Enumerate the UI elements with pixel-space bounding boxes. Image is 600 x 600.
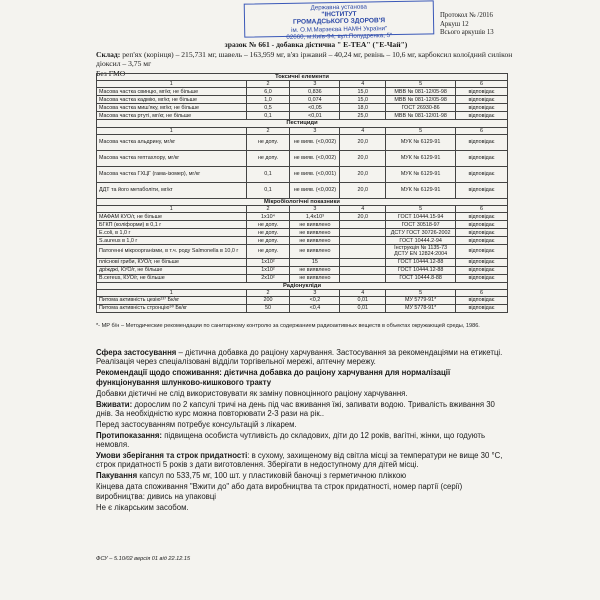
column-number: 6	[456, 289, 508, 296]
column-number: 5	[386, 289, 456, 296]
table-cell: МУК № 6129-91	[386, 166, 456, 182]
table-cell: відповідає	[456, 96, 508, 104]
column-number: 2	[246, 81, 290, 88]
column-number: 1	[97, 81, 247, 88]
table-cell: 0,1	[246, 112, 290, 120]
section-title: Пестициди	[97, 120, 508, 127]
column-number: 2	[246, 206, 290, 213]
institution-stamp	[244, 0, 435, 41]
table-cell: ГОСТ 10444.2-94	[386, 237, 456, 245]
table-cell: не виявлено	[290, 229, 340, 237]
stamp-line-1: Державна установа	[310, 3, 368, 12]
column-number: 1	[97, 289, 247, 296]
table-cell: відповідає	[456, 229, 508, 237]
column-number: 4	[340, 206, 386, 213]
table-cell: Масова частка миш'яку, мг/кг, не більше	[97, 104, 247, 112]
column-number: 2	[246, 289, 290, 296]
stamp-line-2: "ІНСТИТУТ	[321, 10, 357, 19]
composition	[96, 50, 516, 69]
table-cell: 15,0	[340, 96, 386, 104]
table-cell: ГОСТ 10444.8-88	[386, 274, 456, 282]
table-cell: <0,4	[290, 305, 340, 313]
packaging-label: Пакування	[96, 471, 138, 481]
table-cell: МУ 5778-91*	[386, 305, 456, 313]
table-cell: МУ 5779-91*	[386, 297, 456, 305]
storage-paragraph	[96, 451, 508, 470]
table-row	[97, 258, 508, 266]
table-cell: відповідає	[456, 245, 508, 258]
table-cell: 20,0	[340, 150, 386, 166]
table-cell: Масова частка ГХЦГ (гама-ізомер), мг/кг	[97, 166, 247, 182]
table-row	[97, 266, 508, 274]
column-number-row	[97, 289, 508, 296]
stamp-line-4: ім. О.М.Марзеєва НАМН України"	[290, 24, 388, 34]
table-cell: не виявлено	[290, 237, 340, 245]
table-cell: МУК № 6129-91	[386, 182, 456, 198]
product-description	[96, 348, 508, 514]
column-number: 2	[246, 127, 290, 134]
table-cell	[340, 245, 386, 258]
composition-text: реп'ях (корінця) – 215,731 мг, шавель – 163,959 мг, в'яз іржавий – 40,24 мг, ревінь – 10,6 мг, карбоксил колоїдний силікон діоксил – 3,75 мг	[96, 49, 513, 69]
section-title: Радіонукліди	[97, 282, 508, 289]
sheet-total: Всього аркушів 13	[440, 29, 494, 36]
table-cell: МВВ № 081-12/05-98	[386, 88, 456, 96]
table-cell: Масова частка гептахлору, мг/кг	[97, 150, 247, 166]
product-name: - добавка дієтична " Е-ТЕА" ("Е-Чай")	[269, 40, 408, 49]
table-cell: Питома активність цезію¹³⁷ Бк/кг	[97, 297, 247, 305]
table-cell: Масова частка свинцю, мг/кг, не більше	[97, 88, 247, 96]
column-number: 6	[456, 206, 508, 213]
table-row	[97, 104, 508, 112]
protocol-info	[440, 12, 494, 38]
table-cell: не виявлено	[290, 245, 340, 258]
table-cell: МВВ № 081-12/01-98	[386, 112, 456, 120]
table-cell: 20,0	[340, 134, 386, 150]
table-cell: E.coli, в 1,0 г	[97, 229, 247, 237]
radio-section	[97, 282, 508, 289]
column-number: 6	[456, 81, 508, 88]
protocol-number: Протокол № /2016	[440, 12, 493, 19]
table-cell: 0,01	[340, 297, 386, 305]
table-cell: S.aureus в 1,0 г	[97, 237, 247, 245]
warning-paragraph: Добавки дієтичні не слід використовувати як заміну повноцінного раціону харчування.	[96, 388, 408, 398]
table-cell: не допу.	[246, 229, 290, 237]
table-cell: відповідає	[456, 274, 508, 282]
table-cell: 1х10⁴	[246, 213, 290, 221]
column-number: 4	[340, 289, 386, 296]
section-title: Токсичні елементи	[97, 74, 508, 81]
usage-text: дорослим по 2 капсулі тричі на день під час вживання їжі, запивати водою. Тривалість вживання 30 днів. За необхідністю курс можна повторювати 2-3 рази на рік..	[96, 399, 495, 418]
column-number-row	[97, 127, 508, 134]
table-cell: не допу.	[246, 237, 290, 245]
table-cell: не вияв. (<0,002)	[290, 134, 340, 150]
micro-section	[97, 198, 508, 205]
table-cell: 2х10²	[246, 274, 290, 282]
column-number-row	[97, 206, 508, 213]
table-cell: відповідає	[456, 213, 508, 221]
table-cell: відповідає	[456, 134, 508, 150]
table-cell: 15	[290, 258, 340, 266]
column-number: 4	[340, 81, 386, 88]
table-cell: 50	[246, 305, 290, 313]
table-row	[97, 88, 508, 96]
table-cell: відповідає	[456, 112, 508, 120]
table-row	[97, 245, 508, 258]
stamp-line-5: 02660, м.Київ-94, вул.Попудренка, 5"	[286, 31, 393, 41]
table-cell: МАФАМ КУО/г, не більше	[97, 213, 247, 221]
table-cell: не виявлено	[290, 221, 340, 229]
table-cell: 18,0	[340, 104, 386, 112]
table-cell: 1х10²	[246, 266, 290, 274]
gmo-note: Без ГМО	[96, 68, 126, 78]
table-cell: <0,2	[290, 297, 340, 305]
table-cell: <0,01	[290, 112, 340, 120]
table-cell: відповідає	[456, 297, 508, 305]
table-row	[97, 213, 508, 221]
scope-paragraph	[96, 348, 508, 367]
footnote: *- МР б/н – Методические рекомендации по санитарному контролю за содержанием радиоактивных веществ в объектах окружающей среды, 1986.	[96, 323, 480, 329]
table-cell: 20,0	[340, 213, 386, 221]
storage-text: : в сухому, захищеному від світла місці за температури не вище 30 °С, строк придатності 5 років з дати виготовлення. Зберігати в недоступному для дітей місці.	[96, 451, 503, 470]
table-cell	[340, 237, 386, 245]
table-cell: не допу.	[246, 134, 290, 150]
table-cell: <0,05	[290, 104, 340, 112]
table-cell: МУК № 6129-91	[386, 134, 456, 150]
table-cell: МВВ № 081-12/05-98	[386, 96, 456, 104]
table-cell: 1,0	[246, 96, 290, 104]
table-cell: ГОСТ 26930-86	[386, 104, 456, 112]
scope-text: – дієтична добавка до раціону харчування. Застосування за рекомендаціями на етикетці. Реалізація через спеціалізовані відділи торгівельної мережі, аптечну мережу.	[96, 348, 503, 367]
table-cell: МУК № 6129-91	[386, 150, 456, 166]
table-cell: не виявлено	[290, 274, 340, 282]
table-cell: дріжджі, КУО/г, не більше	[97, 266, 247, 274]
table-cell: відповідає	[456, 88, 508, 96]
table-cell: 25,0	[340, 112, 386, 120]
table-cell	[340, 258, 386, 266]
table-cell: БГКП (коліформи) в 0,1 г	[97, 221, 247, 229]
table-row	[97, 182, 508, 198]
table-cell: відповідає	[456, 237, 508, 245]
table-cell: ГОСТ 10444.15-94	[386, 213, 456, 221]
table-row	[97, 134, 508, 150]
table-cell: 1х10²	[246, 258, 290, 266]
table-cell: не вияв. (<0,002)	[290, 150, 340, 166]
storage-label: Умови зберігання та строк придатності	[96, 451, 248, 461]
composition-label: Склад:	[96, 49, 121, 59]
column-number: 5	[386, 127, 456, 134]
table-cell: пліснові гриби, КУО/г, не більше	[97, 258, 247, 266]
table-cell	[340, 266, 386, 274]
toxic-section	[97, 74, 508, 81]
table-row	[97, 112, 508, 120]
table-row	[97, 221, 508, 229]
table-cell: ГОСТ 10444.12-88	[386, 266, 456, 274]
consult-paragraph: Перед застосуванням потребує консультацій з лікарем.	[96, 419, 297, 429]
column-number: 3	[290, 81, 340, 88]
table-row	[97, 166, 508, 182]
recommendation-paragraph	[96, 368, 508, 387]
table-cell: 20,0	[340, 182, 386, 198]
usage-paragraph	[96, 400, 508, 419]
column-number: 3	[290, 289, 340, 296]
stamp-line-3: ГРОМАДСЬКОГО ЗДОРОВ'Я	[292, 17, 386, 27]
table-cell: відповідає	[456, 305, 508, 313]
table-cell: не вияв. (<0,002)	[290, 182, 340, 198]
table-cell: 20,0	[340, 166, 386, 182]
packaging-text: капсул по 533,75 мг, 100 шт. у пластиковій баночці з герметичною пліккою	[137, 471, 407, 481]
not-medicine-paragraph: Не є лікарським засобом.	[96, 502, 189, 512]
table-cell: ГОСТ 10444.12-88	[386, 258, 456, 266]
table-cell: 0,074	[290, 96, 340, 104]
table-cell: 1,4х10³	[290, 213, 340, 221]
form-version: ФСУ – 5.10/02 версія 01 від 22.12.15	[96, 556, 191, 562]
table-cell: 200	[246, 297, 290, 305]
table-row	[97, 150, 508, 166]
table-cell: Питома активність стронцію⁹⁰ Бк/кг	[97, 305, 247, 313]
table-cell	[340, 221, 386, 229]
table-row	[97, 96, 508, 104]
column-number: 3	[290, 206, 340, 213]
contraindications-text: підвищена особиста чутливість до складових, діти до 12 років, вагітні, жінки, що годують немовля.	[96, 430, 486, 450]
recommendation-label: Рекомендації щодо споживання: дієтична добавка до раціону харчування для нормалізації функціонування шлунково-кишкового тракту	[96, 368, 451, 387]
table-cell: відповідає	[456, 150, 508, 166]
column-number: 5	[386, 206, 456, 213]
table-row	[97, 274, 508, 282]
expiry-paragraph: Кінцева дата споживання "Вжити до" або дата виробництва та строк придатності, номер партії (серії) виробництва: дивись на упаковці	[96, 482, 463, 501]
sample-title	[116, 40, 516, 50]
column-number-row	[97, 81, 508, 88]
table-cell	[340, 274, 386, 282]
table-cell: відповідає	[456, 182, 508, 198]
table-cell: ДСТУ ГОСТ 30726-2002	[386, 229, 456, 237]
table-row	[97, 297, 508, 305]
table-cell: Масова частка ртуті, мг/кг, не більше	[97, 112, 247, 120]
table-cell: відповідає	[456, 221, 508, 229]
table-cell: 15,0	[340, 88, 386, 96]
table-cell: 6,0	[246, 88, 290, 96]
table-cell: 0,836	[290, 88, 340, 96]
sheet-number: Аркуш 12	[440, 20, 469, 28]
scope-label: Сфера застосування	[96, 348, 177, 357]
table-row	[97, 237, 508, 245]
table-cell: 0,01	[340, 305, 386, 313]
column-number: 4	[340, 127, 386, 134]
column-number: 6	[456, 127, 508, 134]
table-cell: не допу.	[246, 150, 290, 166]
table-row	[97, 229, 508, 237]
table-cell: відповідає	[456, 258, 508, 266]
table-cell: відповідає	[456, 104, 508, 112]
table-cell	[340, 229, 386, 237]
column-number: 3	[290, 127, 340, 134]
usage-label: Вживати:	[96, 399, 133, 409]
table-cell: відповідає	[456, 266, 508, 274]
table-cell: Масова частка альдрину, мг/кг	[97, 134, 247, 150]
contraindications-label: Протипоказання:	[96, 430, 163, 440]
results-table	[96, 73, 508, 313]
table-cell: Інструкція № 1135-73 ДСТУ EN 12824:2004	[386, 245, 456, 258]
pesticide-section	[97, 120, 508, 127]
table-cell: 0,5	[246, 104, 290, 112]
packaging-paragraph	[96, 471, 508, 480]
table-cell: 0,1	[246, 182, 290, 198]
table-cell: не виявлено	[290, 266, 340, 274]
contraindications-paragraph	[96, 431, 508, 450]
section-title: Мікробіологічні показники	[97, 198, 508, 205]
table-cell: Патогенні мікроорганізми, в т.ч. роду Salmonella в 10,0 г	[97, 245, 247, 258]
sample-number: зразок № 661	[224, 40, 270, 49]
column-number: 1	[97, 127, 247, 134]
table-cell: не допу.	[246, 245, 290, 258]
table-cell: B.cereus, КУО/г, не більше	[97, 274, 247, 282]
column-number: 1	[97, 206, 247, 213]
table-cell: ДДТ та його метаболіти, мг/кг	[97, 182, 247, 198]
table-cell: не вияв. (<0,001)	[290, 166, 340, 182]
table-cell: ГОСТ 30518-97	[386, 221, 456, 229]
column-number: 5	[386, 81, 456, 88]
table-cell: відповідає	[456, 166, 508, 182]
table-cell: 0,1	[246, 166, 290, 182]
table-cell: не допу.	[246, 221, 290, 229]
table-cell: Масова частка кадмію, мг/кг, не більше	[97, 96, 247, 104]
table-row	[97, 305, 508, 313]
